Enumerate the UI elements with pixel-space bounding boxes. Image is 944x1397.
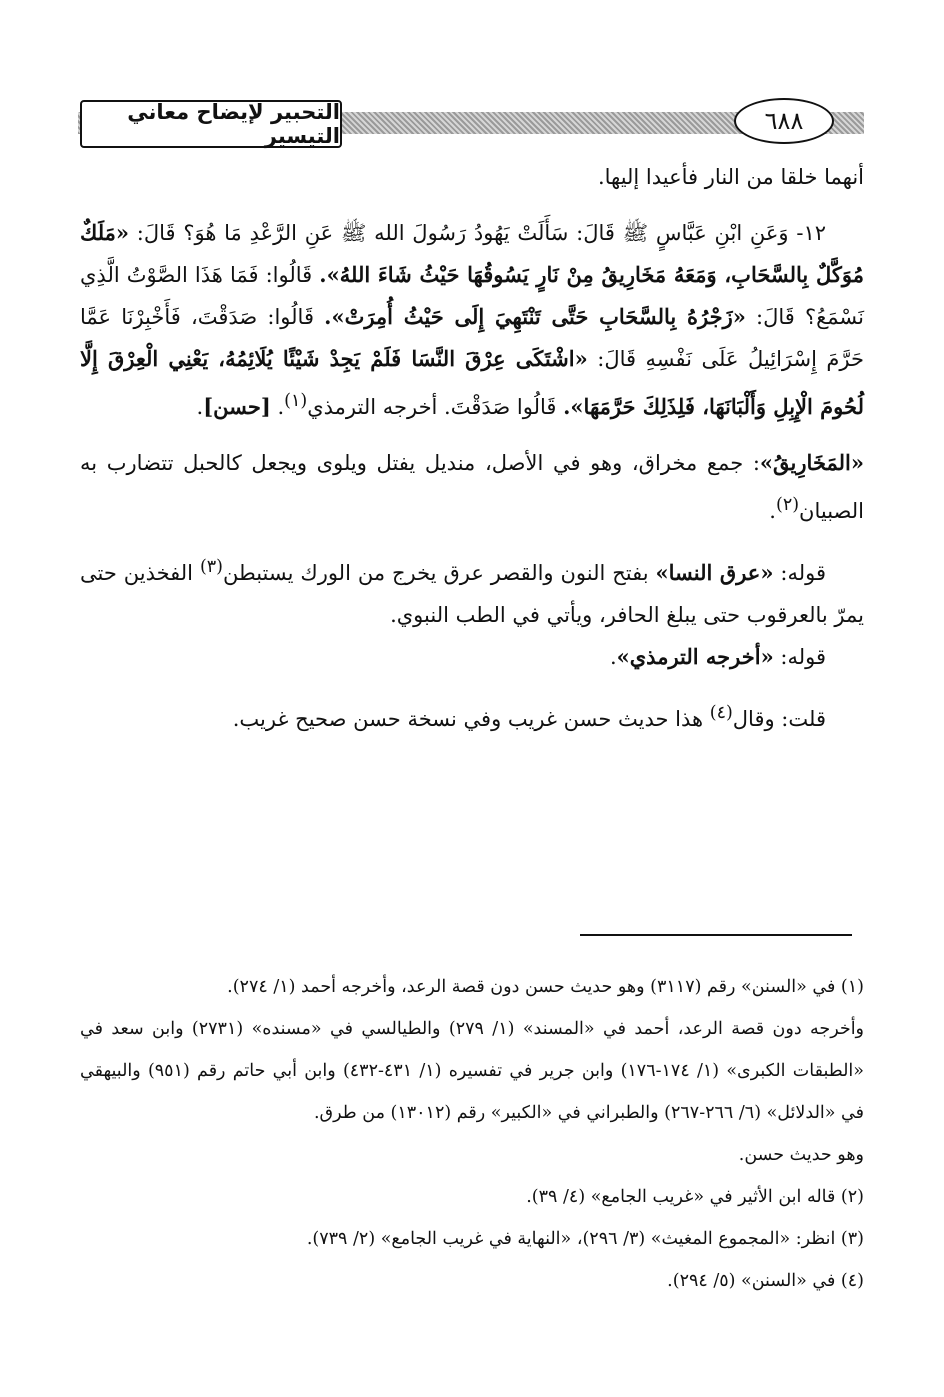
continuation-line: أنهما خلقا من النار فأعيدا إليها. [597,165,864,189]
footnote-1: (١) في «السنن» رقم (٣١١٧) وهو حديث حسن دون قصة الرعد، وأخرجه أحمد (١/ ٢٧٤). [227,977,864,997]
hadith-quote-1: «مَلَكٌ مُوَكَّلٌ بِالسَّحَابِ، وَمَعَهُ مَخَارِيقُ مِنْ نَارٍ يَسُوقُهَا حَيْثُ شَاءَ اللهُ». [80,220,864,287]
book-title: التحبير لإيضاح معاني التيسير [80,100,342,148]
explanation-text-2: بفتح النون والقصر عرق يخرج من الورك يستبطن [223,561,656,585]
footnote-2: (٢) قاله ابن الأثير في «غريب الجامع» (٤/ ٣٩). [526,1187,864,1207]
explanation-paragraph-4 [80,692,864,740]
term-makhariq: «المَخَارِيقُ» [759,450,864,475]
explanation-lead-2: قوله: [773,561,826,585]
term-irq-nasa: «عرق النسا» [655,560,774,585]
explanation-text-2b: الفخذين حتى يمرّ بالعرقوب حتى يبلغ الحافر، ويأتي في الطب النبوي. [80,561,864,627]
hadith-quote-2: «زَجْرُهُ بِالسَّحَابِ حَتَّى تَنْتَهِيَ إِلَى حَيْثُ أُمِرَتْ». [324,304,746,329]
explanation-paragraph-3 [80,636,864,678]
footnote-1-grade: وهو حديث حسن. [738,1145,864,1165]
footnote-separator [580,934,852,936]
main-text [80,156,864,740]
hadith-punct: . [270,395,285,419]
hadith-paragraph [80,212,864,428]
footnote-1-continued: وأخرجه دون قصة الرعد، أحمد في «المسند» (١/ ٢٧٩) والطيالسي في «مسنده» (٢٧٣١) وابن سعد في «الطبقات الكبرى» (١/ ١٧٤-١٧٦) وابن جرير في تفسيره (١/ ٤٣١-٤٣٢) وابن أبي حاتم رقم (٩٥١) والبيهقي في «الدلائل» (٦/ ٢٦٦-٢٦٧) والطبراني في «الكبير» رقم (١٣٠١٢) من طرق. [80,1019,865,1123]
explanation-paragraph-2 [80,546,864,636]
page-number: ٦٨٨ [734,98,834,144]
hadith-text-2: قَالُوا: فَمَا هَذَا الصَّوْتُ الَّذِي نَسْمَعُ؟ قَالَ: [80,263,864,329]
footnote-ref-3: (٣) [199,557,223,577]
hadith-text-4: قَالُوا صَدَقْتَ. أخرجه الترمذي [307,395,564,419]
explanation-end-3: . [609,645,617,669]
explanation-text-4: هذا حديث حسن غريب وفي نسخة حسن صحيح غريب. [232,707,710,731]
hadith-text-3: قَالُوا: صَدَقْتَ، فَأَخْبِرْنَا عَمَّا حَرَّمَ إِسْرَائِيلُ عَلَى نَفْسِهِ قَالَ: [80,305,864,371]
footnote-ref-1: (١) [284,391,308,411]
footnote-ref-2: (٢) [775,495,800,515]
explanation-lead-4: قلت: وقال [732,707,826,731]
hadith-quote-3: «اشْتَكَى عِرْقَ النَّسَا فَلَمْ يَجِدْ شَيْئًا يُلَائِمُهُ، يَعْنِي الْعِرْقَ إِلَّا لُحُومَ الْإِبِلِ وَأَلْبَانَهَا، فَلِذَلِكَ حَرَّمَهَا». [80,346,864,419]
hadith-end: . [196,395,204,419]
footnotes [80,966,864,1302]
hadith-grade: [حسن] [203,394,271,419]
footnote-ref-4: (٤) [709,703,733,723]
term-akhrajahu: «أخرجه الترمذي» [616,644,774,669]
footnote-4: (٤) في «السنن» (٥/ ٢٩٤). [667,1271,864,1291]
page-header [78,98,864,150]
explanation-text-1: : جمع مخراق، وهو في الأصل، منديل يفتل ويلوى ويجعل كالحبل تتضارب به الصبيان [80,451,864,523]
hadith-opening: ١٢- وَعَنِ ابْنِ عَبَّاسٍ ﷺ قَالَ: سَأَلَتْ يَهُودُ رَسُولَ الله ﷺ عَنِ الرَّعْدِ مَا هُوَ؟ قَالَ: [136,221,826,245]
explanation-lead-3: قوله: [773,645,826,669]
explanation-end-1: . [769,499,776,523]
footnote-3: (٣) انظر: «المجموع المغيث» (٣/ ٢٩٦)، «النهاية في غريب الجامع» (٢/ ٧٣٩). [306,1229,864,1249]
explanation-paragraph-1 [80,442,864,532]
